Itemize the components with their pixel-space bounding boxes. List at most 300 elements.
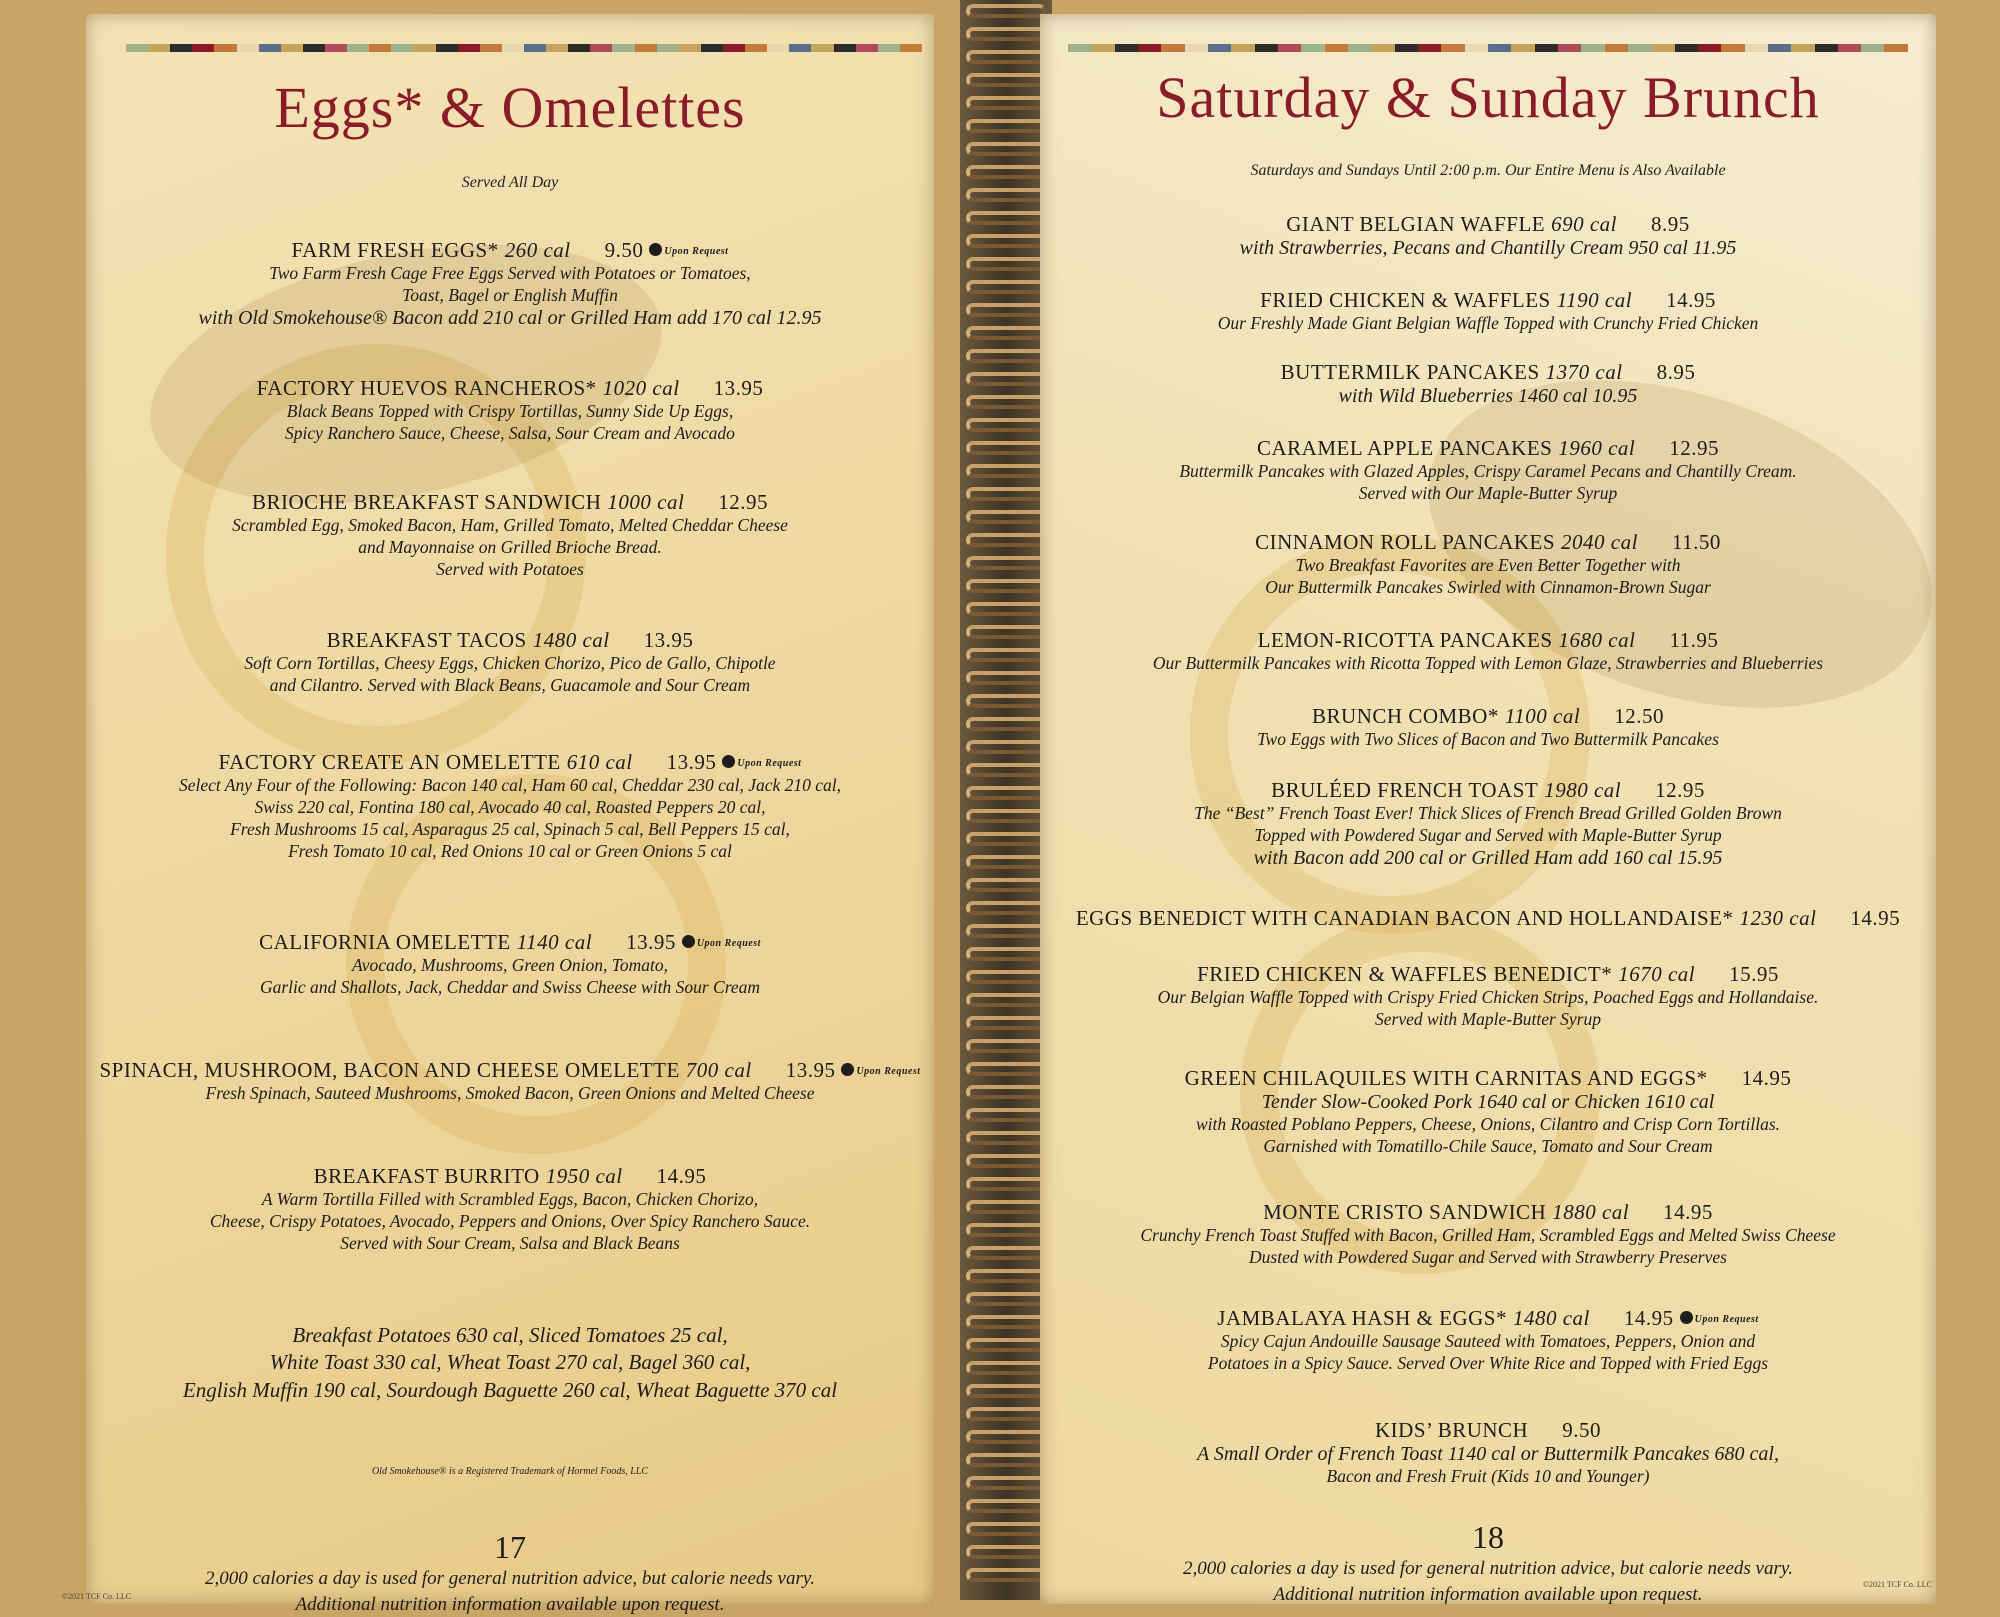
menu-item-description: Two Farm Fresh Cage Free Eggs Served with Potatoes or Tomatoes, [269,263,751,283]
stripe-segment [1115,44,1138,52]
menu-item-description: and Mayonnaise on Grilled Brioche Bread. [358,536,662,557]
menu-item-description: Our Buttermilk Pancakes Swirled with Cinnamon-Brown Sugar [1265,576,1711,597]
binding-ring [966,50,1046,64]
menu-item-description: Fresh Spinach, Sauteed Mushrooms, Smoked Bacon, Green Onions and Melted Cheese [205,1083,815,1103]
stripe-segment [1301,44,1324,52]
menu-item-addon: A Small Order of French Toast 1140 cal or Buttermilk Pancakes 680 cal, [1197,1443,1779,1465]
menu-item-name: KIDS’ BRUNCH [1375,1418,1529,1442]
binding-ring [966,142,1046,156]
stripe-segment [1558,44,1581,52]
menu-item-price: 13.95 [643,628,694,652]
menu-item-name: BUTTERMILK PANCAKES [1280,360,1540,384]
gluten-free-badge [841,1063,920,1077]
menu-item-calories: 1670 cal [1618,962,1696,986]
menu-item [86,238,934,330]
menu-item-heading [1040,962,1936,987]
menu-item-calories: 1980 cal [1544,778,1622,802]
calorie-note [1040,1556,1936,1607]
binding-ring [966,1154,1046,1168]
menu-item-calories: 260 cal [504,238,571,262]
menu-item-description: Swiss 220 cal, Fontina 180 cal, Avocado 40 cal, Roasted Peppers 20 cal, [254,796,766,817]
menu-item-name: BRUNCH COMBO* [1312,704,1499,728]
binding-ring [966,1223,1046,1237]
binding-ring [966,855,1046,869]
menu-item-price: 14.95 [656,1164,707,1188]
menu-item-price: 13.95 [666,750,717,774]
gluten-free-icon [841,1063,854,1076]
menu-item-price: 14.95 [1666,288,1716,312]
binding-ring [966,27,1046,41]
menu-item-name: LEMON-RICOTTA PANCAKES [1257,628,1553,652]
binding-ring [966,418,1046,432]
menu-item-price: 11.50 [1671,530,1721,554]
binding-ring [966,625,1046,639]
menu-item-description: Soft Corn Tortillas, Cheesy Eggs, Chicken Chorizo, Pico de Gallo, Chipotle [244,653,776,673]
menu-item-name: BREAKFAST TACOS [326,628,527,652]
stripe-segment [458,44,480,52]
menu-item-name: MONTE CRISTO SANDWICH [1263,1200,1547,1224]
menu-item-description: Dusted with Powdered Sugar and Served with Strawberry Preserves [1249,1246,1727,1267]
binding-ring [966,648,1046,662]
binding-ring [966,1200,1046,1214]
stripe-segment [590,44,612,52]
menu-item-heading [86,1058,934,1083]
menu-item-name: CALIFORNIA OMELETTE [259,930,511,954]
menu-item-description: Our Belgian Waffle Topped with Crispy Fried Chicken Strips, Poached Eggs and Hollandaise. [1157,987,1819,1007]
binding-ring [966,671,1046,685]
stripe-segment [1161,44,1184,52]
binding-ring [966,602,1046,616]
stripe-segment [1791,44,1814,52]
stripe-segment [1325,44,1348,52]
menu-item-description: Toast, Bagel or English Muffin [402,284,618,305]
binding-ring [966,694,1046,708]
stripe-segment [1745,44,1768,52]
gluten-free-icon [1680,1311,1693,1324]
stripe-segment [1068,44,1091,52]
binding-ring [966,1016,1046,1030]
menu-item-name: GIANT BELGIAN WAFFLE [1286,212,1546,236]
menu-item-addon: Tender Slow-Cooked Pork 1640 cal or Chicken 1610 cal [1261,1091,1715,1113]
menu-item-price: 14.95 [1850,906,1901,930]
menu-item-price: 14.95 [1663,1200,1713,1224]
gluten-free-label: Upon Request [696,938,761,949]
stripe-segment [1348,44,1371,52]
color-stripe [1068,44,1908,52]
binding-ring [966,1269,1046,1283]
stripe-segment [303,44,325,52]
menu-item-heading [86,930,934,955]
stripe-segment [1255,44,1278,52]
menu-item-description: Black Beans Topped with Crispy Tortillas, Sunny Side Up Eggs, [286,401,734,421]
menu-item-price: 14.95 [1623,1306,1674,1330]
menu-item-price: 12.95 [718,490,769,514]
menu-item-heading [1040,212,1936,237]
menu-item-price: 12.95 [1655,778,1705,802]
stripe-segment [1861,44,1884,52]
menu-item-description: Select Any Four of the Following: Bacon 140 cal, Ham 60 cal, Cheddar 230 cal, Jack 210 cal, [178,775,842,795]
binding-ring [966,1522,1046,1536]
menu-item-description: Served with Sour Cream, Salsa and Black Beans [340,1232,680,1253]
binding-ring [966,188,1046,202]
menu-item-price: 13.95 [785,1058,836,1082]
menu-item-description: Garnished with Tomatillo-Chile Sauce, Tomato and Sour Cream [1263,1135,1713,1156]
binding-ring [966,1246,1046,1260]
menu-item-price: 9.50 [604,238,644,262]
binding-ring [966,119,1046,133]
menu-item-calories: 1950 cal [545,1164,623,1188]
menu-item-calories: 1680 cal [1558,628,1636,652]
menu-item-calories: 1100 cal [1504,704,1581,728]
menu-item-addon: with Old Smokehouse® Bacon add 210 cal or Grilled Ham add 170 cal 12.95 [198,306,822,329]
menu-item-calories: 1480 cal [532,628,610,652]
menu-item-name: FARM FRESH EGGS* [291,238,499,262]
menu-item-price: 13.95 [626,930,676,954]
menu-item-price: 8.95 [1656,360,1696,384]
page-number: 18 [1472,1519,1504,1555]
stripe-segment [612,44,634,52]
stripe-segment [546,44,568,52]
binding-ring [966,257,1046,271]
binding-ring [966,1384,1046,1398]
menu-item-description: with Roasted Poblano Peppers, Cheese, Onions, Cilantro and Crisp Corn Tortillas. [1195,1114,1781,1134]
menu-item [1040,530,1936,599]
menu-item-name: CARAMEL APPLE PANCAKES [1257,436,1553,460]
menu-item-calories: 700 cal [685,1058,752,1082]
binding-ring [966,740,1046,754]
stripe-segment [369,44,391,52]
stripe-segment [1278,44,1301,52]
stripe-segment [1208,44,1231,52]
binding-ring [966,1338,1046,1352]
binding-ring [966,1568,1046,1582]
stripe-segment [1465,44,1488,52]
menu-item-addon: with Bacon add 200 cal or Grilled Ham add 160 cal 15.95 [1253,846,1723,869]
binding-ring [966,349,1046,363]
page-title: Saturday & Sunday Brunch [1156,65,1820,130]
menu-item-calories: 1190 cal [1556,288,1633,312]
menu-item-price: 13.95 [713,376,764,400]
stripe-segment [1185,44,1208,52]
binding-ring [966,73,1046,87]
menu-item-calories: 1000 cal [607,490,685,514]
binding-ring [966,1177,1046,1191]
stripe-segment [1605,44,1628,52]
menu-item-description: Fresh Tomato 10 cal, Red Onions 10 cal or Green Onions 5 cal [288,840,732,861]
stripe-segment [856,44,878,52]
menu-item-description: Avocado, Mushrooms, Green Onion, Tomato, [352,955,668,975]
binding-ring [966,556,1046,570]
menu-item [86,1058,934,1105]
binding-ring [966,1407,1046,1421]
stripe-segment [1675,44,1698,52]
menu-item-name: SPINACH, MUSHROOM, BACON AND CHEESE OMELETTE [99,1058,680,1082]
binding-ring [966,441,1046,455]
binding-ring [966,993,1046,1007]
menu-item-heading [1040,906,1936,931]
binding-ring [966,832,1046,846]
menu-item-name: JAMBALAYA HASH & EGGS* [1217,1306,1507,1330]
stripe-segment [502,44,524,52]
stripe-segment [1698,44,1721,52]
menu-item-heading [1040,704,1936,729]
menu-item-heading [1040,1306,1936,1331]
menu-item-name: GREEN CHILAQUILES WITH CARNITAS AND EGGS* [1184,1066,1708,1090]
stripe-segment [1371,44,1394,52]
menu-item-price: 15.95 [1729,962,1779,986]
binding-ring [966,1062,1046,1076]
binding-ring [966,4,1046,18]
calorie-note [86,1566,934,1617]
binding-ring [966,1131,1046,1145]
page-title: Eggs* & Omelettes [274,75,746,140]
menu-item-price: 12.50 [1614,704,1664,728]
menu-item-addon: with Wild Blueberries 1460 cal 10.95 [1338,385,1638,407]
binding-ring [966,1476,1046,1490]
menu-item-addon: with Strawberries, Pecans and Chantilly Cream 950 cal 11.95 [1239,237,1737,259]
menu-item-description: Fresh Mushrooms 15 cal, Asparagus 25 cal, Spinach 5 cal, Bell Peppers 15 cal, [230,818,790,839]
stripe-segment [1441,44,1464,52]
menu-item-calories: 690 cal [1551,212,1618,236]
menu-item [86,490,934,581]
menu-item-name: EGGS BENEDICT WITH CANADIAN BACON AND HOLLANDAISE* [1075,906,1734,930]
menu-item-description: Buttermilk Pancakes with Glazed Apples, Crispy Caramel Pecans and Chantilly Cream. [1179,461,1797,481]
binding-ring [966,786,1046,800]
stripe-segment [834,44,856,52]
stripe-segment [1535,44,1558,52]
gluten-free-label: Upon Request [664,246,729,257]
menu-item-heading [86,750,934,775]
menu-item-price: 12.95 [1669,436,1719,460]
menu-item [86,930,934,999]
gluten-free-badge [1680,1311,1759,1325]
menu-item [1040,628,1936,675]
menu-item [1040,1306,1936,1375]
menu-item-calories: 610 cal [566,750,633,774]
menu-item-name: BRIOCHE BREAKFAST SANDWICH [251,490,602,514]
menu-item [86,628,934,697]
binding-ring [966,510,1046,524]
binding-ring [966,1545,1046,1559]
stripe-segment [679,44,701,52]
stripe-segment [745,44,767,52]
menu-item-calories: 1370 cal [1545,360,1623,384]
menu-item-heading [1040,778,1936,803]
binding-ring [966,395,1046,409]
stripe-segment [1091,44,1114,52]
menu-item-description: Served with Our Maple-Butter Syrup [1358,482,1618,503]
binding-ring [966,1039,1046,1053]
trademark-note: Old Smokehouse® is a Registered Trademark of Hormel Foods, LLC [371,1466,649,1477]
menu-item-name: FRIED CHICKEN & WAFFLES [1260,288,1551,312]
menu-item [1040,778,1936,870]
menu-item [1040,288,1936,335]
menu-item-description: Spicy Cajun Andouille Sausage Sauteed with Tomatoes, Peppers, Onion and [1220,1331,1756,1351]
binding-ring [966,211,1046,225]
menu-item-heading [1040,628,1936,653]
copyright: ©2021 TCF Co. LLC [1862,1580,1932,1589]
menu-page-left [62,14,934,1615]
stripe-segment [170,44,192,52]
binding-ring [966,1108,1046,1122]
binding-ring [966,1430,1046,1444]
binding-ring [966,579,1046,593]
menu-item-name: BREAKFAST BURRITO [313,1164,540,1188]
gluten-free-icon [722,755,735,768]
sides-line: English Muffin 190 cal, Sourdough Baguette 260 cal, Wheat Baguette 370 cal [182,1377,838,1402]
stripe-segment [1231,44,1254,52]
stripe-segment [259,44,281,52]
gluten-free-badge [649,243,728,257]
binding-ring [966,970,1046,984]
menu-item-name: FACTORY CREATE AN OMELETTE [218,750,561,774]
stripe-segment [325,44,347,52]
menu-item-description: Potatoes in a Spicy Sauce. Served Over White Rice and Topped with Fried Eggs [1207,1352,1769,1373]
binding-ring [966,1292,1046,1306]
menu-item-heading [1040,436,1936,461]
menu-item-heading [1040,360,1936,385]
menu-item-description: Our Buttermilk Pancakes with Ricotta Topped with Lemon Glaze, Strawberries and Blueberries [1152,653,1824,673]
stripe-segment [1815,44,1838,52]
stripe-segment [281,44,303,52]
menu-item-heading [86,1164,934,1189]
menu-item-description: Served with Maple-Butter Syrup [1375,1008,1601,1029]
stripe-segment [1395,44,1418,52]
stripe-segment [436,44,458,52]
menu-item-name: BRULÉED FRENCH TOAST [1271,778,1539,802]
stripe-segment [900,44,922,52]
menu-item [1040,1066,1936,1158]
menu-item [1040,212,1936,260]
calorie-note-line: 2,000 calories a day is used for general nutrition advice, but calorie needs vary. [204,1568,815,1589]
stripe-segment [214,44,236,52]
sides-line: White Toast 330 cal, Wheat Toast 270 cal, Bagel 360 cal, [269,1350,751,1375]
menu-item-description: Two Eggs with Two Slices of Bacon and Two Buttermilk Pancakes [1257,729,1719,749]
menu-item [1040,1200,1936,1269]
menu-item [1040,962,1936,1031]
menu-item-heading [86,238,934,263]
stripe-segment [413,44,435,52]
binding-ring [966,280,1046,294]
binding-ring [966,96,1046,110]
menu-item-description: The “Best” French Toast Ever! Thick Slices of French Bread Grilled Golden Brown [1194,803,1782,823]
menu-item-calories: 1480 cal [1512,1306,1590,1330]
stripe-segment [1721,44,1744,52]
menu-item [86,1164,934,1255]
menu-item-description: Spicy Ranchero Sauce, Cheese, Salsa, Sour Cream and Avocado [285,422,735,443]
menu-item [86,376,934,445]
stripe-segment [237,44,259,52]
stripe-segment [1651,44,1674,52]
stripe-segment [1628,44,1651,52]
menu-item-description: Bacon and Fresh Fruit (Kids 10 and Younger) [1326,1466,1650,1486]
stripe-segment [789,44,811,52]
menu-item-calories: 1140 cal [516,930,593,954]
binding-ring [966,303,1046,317]
binding-ring [966,372,1046,386]
menu-item [86,750,934,863]
stripe-segment [1418,44,1441,52]
page-subtitle: Served All Day [461,174,559,191]
menu-item [1040,1418,1936,1488]
binding-ring [966,947,1046,961]
binding-ring [966,901,1046,915]
gluten-free-badge [682,935,761,949]
stripe-segment [1581,44,1604,52]
binding-ring [966,1499,1046,1513]
stripe-segment [1884,44,1907,52]
calorie-note-line: Additional nutrition information available upon request. [295,1593,725,1615]
binding-ring [966,1453,1046,1467]
calorie-note-line: 2,000 calories a day is used for general nutrition advice, but calorie needs vary. [1182,1558,1793,1579]
binding-ring [966,763,1046,777]
stripe-segment [148,44,170,52]
stripe-segment [878,44,900,52]
page-subtitle: Saturdays and Sundays Until 2:00 p.m. Our Entire Menu is Also Available [1250,162,1726,179]
menu-item-name: CINNAMON ROLL PANCAKES [1255,530,1556,554]
binding-ring [966,717,1046,731]
stripe-segment [1138,44,1161,52]
menu-item-description: A Warm Tortilla Filled with Scrambled Eggs, Bacon, Chicken Chorizo, [261,1189,759,1209]
menu-item-heading [1040,1200,1936,1225]
spiral-binding [960,0,1052,1600]
menu-item-heading [1040,1066,1936,1091]
menu-page-right [1040,14,1936,1604]
binding-ring [966,878,1046,892]
sides-list [86,1322,934,1404]
menu-item-calories: 1230 cal [1739,906,1817,930]
stripe-segment [1838,44,1861,52]
menu-item-heading [1040,1418,1936,1443]
menu-item [1040,436,1936,505]
menu-item-description: Two Breakfast Favorites are Even Better Together with [1295,555,1681,575]
stripe-segment [811,44,833,52]
sides-line: Breakfast Potatoes 630 cal, Sliced Tomatoes 25 cal, [292,1323,728,1347]
menu-item-description: and Cilantro. Served with Black Beans, Guacamole and Sour Cream [269,674,751,695]
binding-ring [966,924,1046,938]
menu-item-name: FACTORY HUEVOS RANCHEROS* [256,376,597,400]
binding-ring [966,1085,1046,1099]
gluten-free-icon [649,243,662,256]
menu-item-description: Garlic and Shallots, Jack, Cheddar and Swiss Cheese with Sour Cream [259,976,761,997]
menu-item-price: 11.95 [1669,628,1719,652]
menu-item-price: 14.95 [1741,1066,1792,1090]
copyright: ©2021 TCF Co. LLC [62,1592,132,1601]
binding-ring [966,809,1046,823]
gluten-free-badge [722,755,801,769]
menu-item-heading [86,490,934,515]
stripe-segment [568,44,590,52]
menu-item [1040,906,1936,931]
stripe-segment [391,44,413,52]
menu-item-description: Topped with Powdered Sugar and Served with Maple-Butter Syrup [1254,824,1722,845]
menu-item [1040,704,1936,751]
color-stripe [126,44,922,52]
menu-item-description: Crunchy French Toast Stuffed with Bacon, Grilled Ham, Scrambled Eggs and Melted Swiss Cheese [1140,1225,1836,1245]
menu-item-calories: 1880 cal [1552,1200,1630,1224]
menu-item-description: Scrambled Egg, Smoked Bacon, Ham, Grilled Tomato, Melted Cheddar Cheese [232,515,788,535]
gluten-free-label: Upon Request [737,758,802,769]
menu-item-price: 9.50 [1562,1418,1601,1442]
stripe-segment [657,44,679,52]
stripe-segment [524,44,546,52]
page-number: 17 [494,1529,526,1565]
stripe-segment [347,44,369,52]
menu-item-heading [86,628,934,653]
stripe-segment [701,44,723,52]
stripe-segment [723,44,745,52]
stripe-segment [767,44,789,52]
